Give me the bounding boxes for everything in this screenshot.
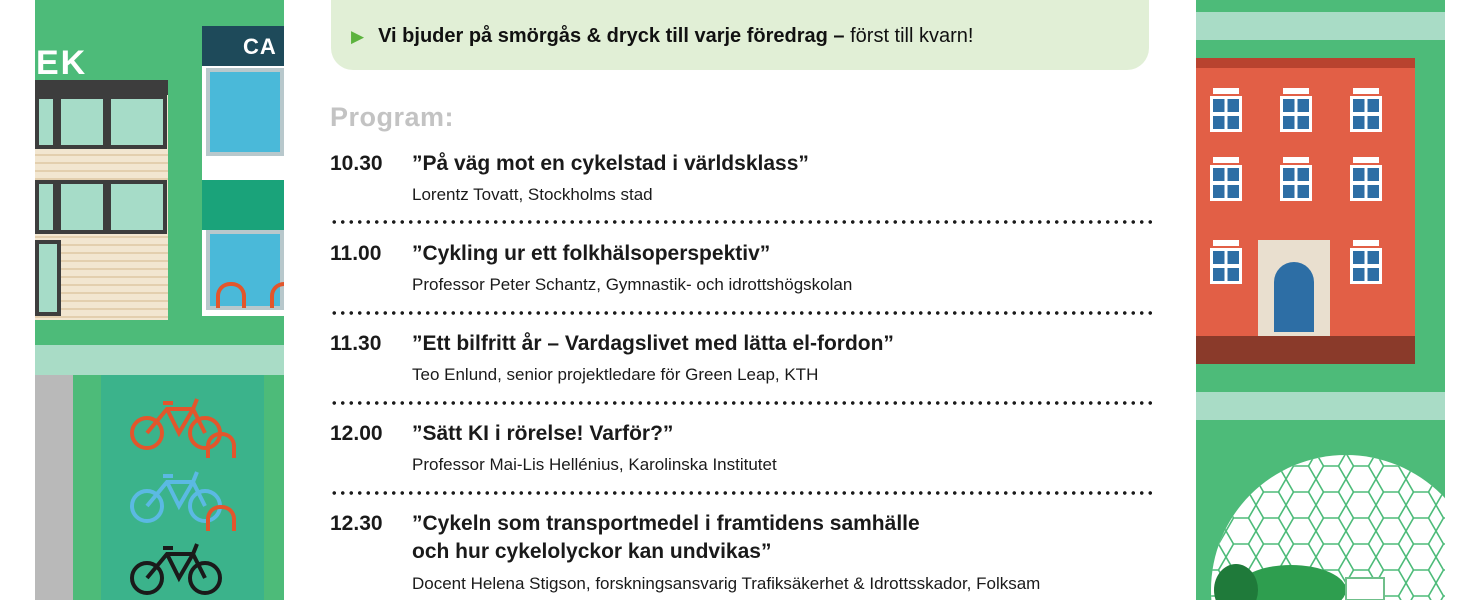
program-time: 10.30 [330,152,383,175]
program-speaker: Professor Peter Schantz, Gymnastik- och idrottshögskolan [412,275,853,294]
window-lintel [1283,88,1309,94]
building-window [1280,96,1312,132]
program-heading: Program: [330,102,455,132]
library-door [35,240,61,316]
building-window [1210,96,1242,132]
dotted-divider [330,311,1156,315]
library-window [107,95,167,149]
window-lintel [1213,88,1239,94]
info-line-text: först till kvarn! [844,25,974,47]
library-window [35,95,57,149]
program-time: 12.00 [330,422,383,445]
program-speaker: Lorentz Tovatt, Stockholms stad [412,185,653,204]
sidewalk-strip [1196,12,1445,40]
window-lintel [1213,240,1239,246]
cafe-sign: CA [243,34,277,59]
sidewalk-strip [1196,392,1445,420]
bike-rack-icon [216,282,246,308]
info-box [331,0,1149,70]
library-window [35,180,57,234]
library-window [57,180,107,234]
library-sign: EK [36,44,88,82]
program-time: 11.30 [330,332,382,355]
cafe-window [206,68,284,156]
program-speaker: Professor Mai-Lis Hellénius, Karolinska Institutet [412,455,777,474]
program-time: 12.30 [330,512,383,535]
program-speaker: Docent Helena Stigson, forskningsansvarig Trafiksäkerhet & Idrottsskador, Folksam [412,574,1041,593]
program-document [284,0,1196,600]
window-lintel [1353,88,1379,94]
dotted-divider [330,401,1156,405]
left-white-margin [0,0,35,600]
road [35,375,73,600]
building-window [1350,96,1382,132]
program-time: 11.00 [330,242,382,265]
door-icon [1274,262,1314,332]
building-window [1210,248,1242,284]
black-bicycle-icon [127,540,227,595]
brick-base [1196,336,1415,364]
program-speaker: Teo Enlund, senior projektledare för Green Leap, KTH [412,365,819,384]
bike-stand-icon [206,432,236,458]
program-title: ”På väg mot en cykelstad i världsklass” [412,152,809,175]
cafe-awning [202,180,284,230]
sidewalk [35,345,284,375]
window-lintel [1283,157,1309,163]
right-white-margin [1445,0,1479,600]
building-window [1350,248,1382,284]
window-lintel [1353,157,1379,163]
arrow-icon: ▶ [351,27,365,46]
program-title: ”Cykeln som transportmedel i framtidens samhälle [412,512,920,535]
building-window [1350,165,1382,201]
right-illustration [1196,0,1445,600]
info-line-bold: Vi bjuder på smörgås & dryck till varje föredrag – [378,25,845,47]
window-lintel [1353,240,1379,246]
program-title-line2: och hur cykelolyckor kan undvikas” [412,540,772,563]
greenhouse-dome [1196,440,1445,600]
grass-strip [73,375,101,600]
program-title: ”Ett bilfritt år – Vardagslivet med lätta el-fordon” [412,332,894,355]
window-lintel [1213,157,1239,163]
info-line-sandwich [351,25,973,48]
brick-roof [1196,58,1415,68]
bike-stand-icon [206,505,236,531]
dotted-divider [330,491,1156,495]
left-illustration [0,0,284,600]
building-window [1280,165,1312,201]
info-line-lectures [351,0,925,1]
dotted-divider [330,220,1156,224]
library-facade-stripes [35,148,168,184]
program-title: ”Cykling ur ett folkhälsoperspektiv” [412,242,771,265]
library-window [57,95,107,149]
program-title: ”Sätt KI i rörelse! Varför?” [412,422,674,445]
library-window [107,180,167,234]
building-window [1210,165,1242,201]
